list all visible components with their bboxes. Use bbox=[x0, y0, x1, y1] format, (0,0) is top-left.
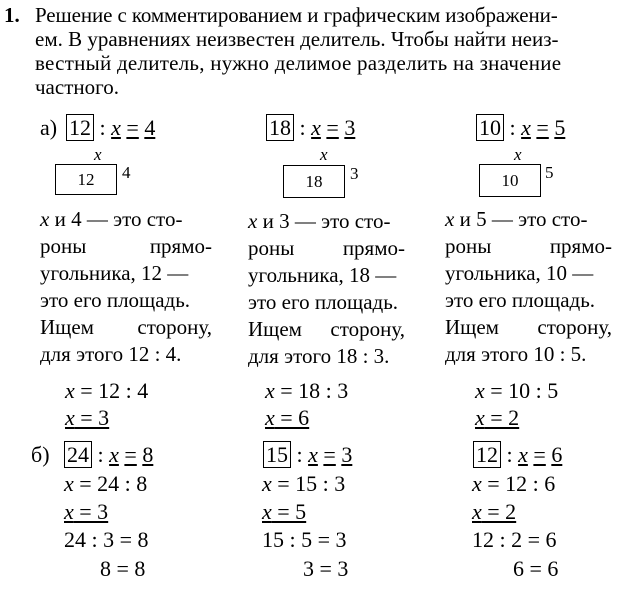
answer: x = 6 bbox=[265, 405, 310, 430]
para-row: Ищем сторону, bbox=[248, 317, 405, 341]
dividend-box: 12 bbox=[66, 114, 94, 141]
task-number: 1. bbox=[4, 3, 20, 27]
intro-line: частного. bbox=[35, 75, 119, 99]
para-row: x и 3 — это сто- bbox=[248, 209, 391, 233]
para-row: роны прямо- bbox=[248, 236, 405, 260]
para-row: для этого 10 : 5. bbox=[445, 342, 587, 366]
para-row: Ищем сторону, bbox=[445, 315, 612, 339]
intro-line: вестный делитель, нужно делимое разделить на значение bbox=[35, 51, 562, 75]
check-result: 3 = 3 bbox=[303, 556, 349, 581]
side-label-right: 4 bbox=[122, 163, 131, 182]
dividend-box: 18 bbox=[266, 114, 294, 141]
dividend-box: 15 bbox=[263, 441, 291, 468]
para-row: это его площадь. bbox=[248, 290, 399, 314]
rectangle-diagram: 12 bbox=[55, 164, 117, 195]
calculation: x = 15 : 3 bbox=[262, 471, 346, 496]
para-row: это его площадь. bbox=[445, 288, 596, 312]
para-row: это его площадь. bbox=[40, 288, 191, 312]
side-label-top: x bbox=[514, 145, 522, 164]
side-label-right: 5 bbox=[545, 163, 554, 182]
calculation: x = 24 : 8 bbox=[64, 471, 148, 496]
check: 12 : 2 = 6 bbox=[472, 527, 557, 552]
para-row: угольника, 12 — bbox=[40, 261, 189, 285]
answer: x = 2 bbox=[475, 405, 520, 430]
part-b-label: б) bbox=[31, 442, 50, 467]
side-label-top: x bbox=[320, 145, 328, 164]
rectangle-diagram: 10 bbox=[479, 164, 541, 197]
side-label-right: 3 bbox=[350, 164, 359, 183]
calculation: x = 18 : 3 bbox=[265, 378, 349, 403]
equation-b1: 24 : x = 8 bbox=[64, 442, 153, 468]
answer: x = 2 bbox=[472, 499, 517, 524]
para-row: x и 5 — это сто- bbox=[445, 207, 588, 231]
para-row: для этого 12 : 4. bbox=[40, 342, 182, 366]
equation-b3: 12 : x = 6 bbox=[473, 442, 562, 468]
answer: x = 3 bbox=[65, 405, 110, 430]
equation-a3: 10 : x = 5 bbox=[476, 115, 565, 141]
para-row: роны прямо- bbox=[40, 234, 212, 258]
check-result: 8 = 8 bbox=[100, 556, 146, 581]
check-result: 6 = 6 bbox=[513, 556, 559, 581]
para-row: для этого 18 : 3. bbox=[248, 344, 390, 368]
para-row: Ищем сторону, bbox=[40, 315, 212, 339]
calculation: x = 12 : 4 bbox=[65, 378, 149, 403]
intro-text bbox=[35, 3, 625, 99]
intro-line: Решение с комментированием и графическим изображени- bbox=[35, 3, 558, 27]
check: 15 : 5 = 3 bbox=[262, 527, 347, 552]
dividend-box: 24 bbox=[64, 441, 92, 468]
explanation-a1 bbox=[40, 206, 212, 368]
intro-line: ем. В уравнениях неизвестен делитель. Чтобы найти неиз- bbox=[35, 27, 559, 51]
equation-a2: 18 : x = 3 bbox=[266, 115, 355, 141]
calculation: x = 10 : 5 bbox=[475, 378, 559, 403]
calculation: x = 12 : 6 bbox=[472, 471, 556, 496]
equation-b2: 15 : x = 3 bbox=[263, 442, 352, 468]
para-row: роны прямо- bbox=[445, 234, 612, 258]
explanation-a3 bbox=[445, 206, 612, 368]
part-a-label: а) bbox=[40, 115, 58, 140]
explanation-a2 bbox=[248, 208, 405, 370]
answer: x = 3 bbox=[64, 499, 109, 524]
side-label-top: x bbox=[94, 145, 102, 164]
equation-a1: 12 : x = 4 bbox=[66, 115, 155, 141]
check: 24 : 3 = 8 bbox=[64, 527, 149, 552]
dividend-box: 10 bbox=[476, 114, 504, 141]
dividend-box: 12 bbox=[473, 441, 501, 468]
para-row: угольника, 10 — bbox=[445, 261, 594, 285]
rectangle-diagram: 18 bbox=[283, 165, 345, 198]
answer: x = 5 bbox=[262, 499, 307, 524]
para-row: угольника, 18 — bbox=[248, 263, 397, 287]
para-row: x и 4 — это сто- bbox=[40, 207, 183, 231]
